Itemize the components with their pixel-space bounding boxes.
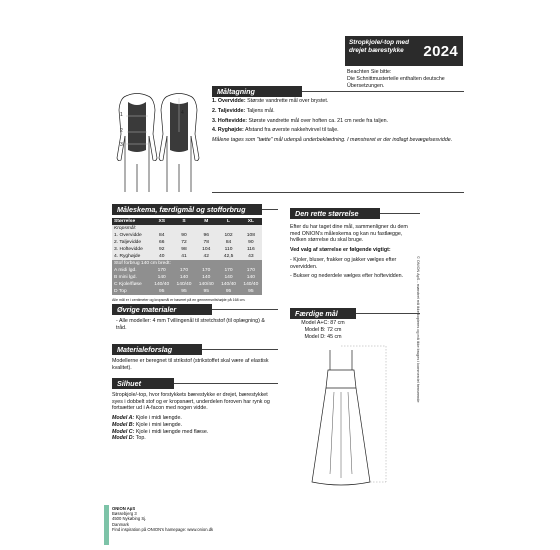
table-row: D Top 95 95 95 95 95 — [112, 288, 262, 295]
notice-text: Beachten Sie bitte: Die Schnittmusterteile enthalten deutsche Übersetzungen. — [347, 69, 445, 89]
maleskema-heading: Måleskema, færdigmål og stofforbrug — [112, 204, 262, 215]
divider — [262, 209, 278, 210]
footer-accent — [104, 505, 109, 545]
faerdige-heading: Færdige mål — [290, 308, 356, 319]
body-measure-figure — [112, 88, 204, 194]
rette-heading: Den rette størrelse — [290, 208, 380, 219]
silhuet-heading: Silhuet — [112, 378, 174, 389]
divider — [302, 91, 464, 92]
divider — [212, 192, 464, 193]
table-row: 1. Overvidde 84 90 96 102 108 — [112, 232, 262, 239]
measure-note: Målene tages som "tætte" mål udenpå underbeklædning. I mønstreret er der indlagt bevægelsesvidde. — [212, 137, 453, 144]
model-line: Model C: Kjole i midi længde med flæse. — [112, 428, 209, 435]
measure-item: 1. Overvidde: Største vandrette mål over brystet. — [212, 98, 329, 104]
materiale-heading: Materialeforslag — [112, 344, 202, 355]
pattern-sheet — [92, 22, 468, 542]
header-year: 2024 — [423, 43, 458, 60]
table-row: 2. Taljevidde 66 72 78 84 90 — [112, 239, 262, 246]
measure-item: 2. Taljevidde: Taljens mål. — [212, 107, 275, 114]
measure-item: 4. Ryghøjde: Afstand fra øverste nakkehvirvel til talje. — [212, 127, 339, 134]
table-row: 3. Hoftevidde 92 98 104 110 116 — [112, 246, 262, 253]
svg-text:4: 4 — [181, 110, 184, 116]
footer-address: ONION ApS Bøssebjerg 3 4500 Nykøbing Sj. Danmark Find inspiration på ONION's hamepage: www.onion.dk — [112, 506, 213, 532]
svg-text:1: 1 — [120, 112, 123, 118]
divider — [356, 313, 420, 314]
model-line: Model D: Top. — [112, 435, 146, 442]
materiale-text: Modellerne er beregnet til strikstof (strikstoffet skal være af elastisk kvalitet). — [112, 358, 269, 371]
copyright-vertical: © ONION ApS - mønstret må ikke kopieres og må ikke bruges i kommerciel henseende — [416, 256, 420, 403]
table-row: 4. Ryghøjde 40 41 42 42,5 43 — [112, 253, 262, 260]
silhuet-text: Stropkjole/-top, hvor forstykkets bærestykke er drejet, bærestykket syes i dobbelt stof og er kropsnært, underdelen foroven har rynk og fortsætter ud i A-facon med nogen vidde. Model A: Kjole i midi længde. Model B: Kjole i mini længde. Model C: Kjole i midi længde med flæse. Model D: Top. — [112, 392, 276, 442]
measure-item: 3. Hoftevidde: Største vandrette mål over hoften ca. 21 cm nede fra taljen. — [212, 117, 389, 124]
svg-text:2: 2 — [120, 128, 123, 134]
model-line: Model B: Kjole i mini længde. — [112, 421, 183, 428]
model-line: Model A: Kjole i midi længde. — [112, 415, 182, 422]
header-box — [345, 36, 463, 66]
ovrige-text: - Alle modeller: 4 mm Tvillingenål til stretchstof (til oplægning) & tråd. — [116, 318, 265, 331]
table-note: Alle mål er i centimeter og kropsmål er baseret på en gennemsnitshøjde på 168 cm. — [112, 298, 246, 302]
rette-text: Efter du har taget dine mål, sammenligner du dem med ONION's måleskema og kan nu fastlægge, hvilken størrelse du skal bruge. Ved valg af størrelse er følgende vigtigt: - Kjoler, bluser, frakker og jakker vælges efter overvidden. - Bukser og nederdele vælges efter hoftevidden. — [290, 224, 408, 280]
finished-measures: Model A+C: 87 cm Model B: 72 cm Model D: 45 cm — [301, 320, 345, 340]
table-row: C Kjole/fløse 140/40 140/40 140/40 140/40 140/40 — [112, 281, 262, 288]
size-table: Størrelse XS S M L XL Kropsmål: 1. Overvidde 84 90 96 102 108 2. Taljevidde 66 72 78 84 90 3. Hoftevidde 92 98 104 110 116 4. Ryghøjde 40 41 42 42,5 43 Stof forbrug 140 cm bredt: A midi lgd. 170 170 170 170 170 B mini lgd. 140 140 140 140 140 C Kjole/fløse 140/40 140/40 140/40 140/40 140/40 D Top 95 95 95 95 95 — [112, 218, 262, 295]
maltagning-heading: Måltagning — [212, 86, 302, 97]
table-row: A midi lgd. 170 170 170 170 170 — [112, 267, 262, 274]
ovrige-heading: Øvrige materialer — [112, 304, 212, 315]
divider — [212, 309, 278, 310]
header-title: Stropkjole/-top med drejet bærestykke — [349, 39, 410, 54]
divider — [202, 349, 278, 350]
divider — [174, 383, 278, 384]
measurement-list — [212, 98, 464, 147]
table-row: B mini lgd. 140 140 140 140 140 — [112, 274, 262, 281]
svg-text:3: 3 — [120, 142, 123, 148]
divider — [380, 213, 420, 214]
dress-figure — [290, 344, 398, 488]
